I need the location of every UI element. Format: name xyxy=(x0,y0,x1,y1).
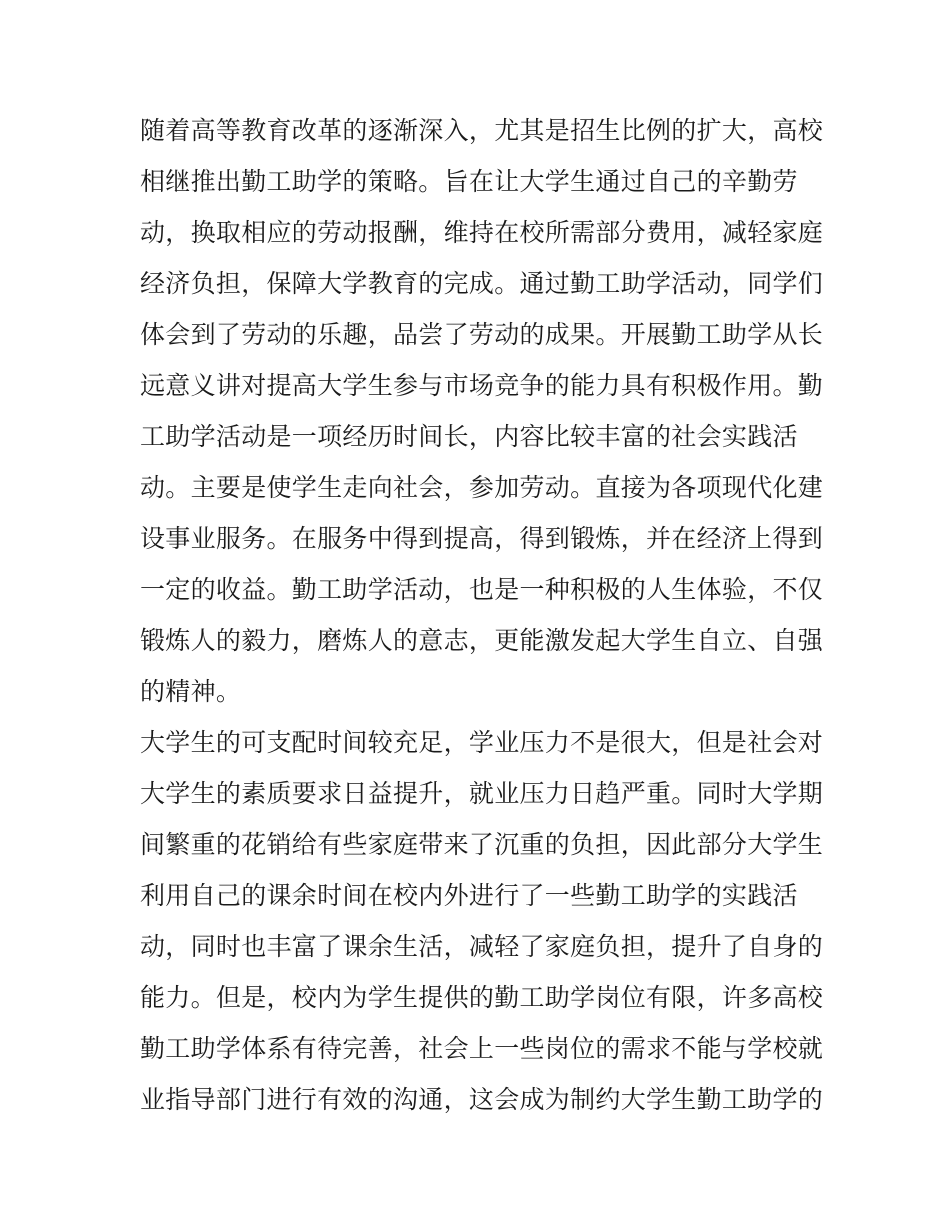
text-line: 体会到了劳动的乐趣，品尝了劳动的成果。开展勤工助学从长 xyxy=(140,320,824,349)
text-line: 间繁重的花销给有些家庭带来了沉重的负担，因此部分大学生 xyxy=(140,830,824,859)
text-line: 相继推出勤工助学的策略。旨在让大学生通过自己的辛勤劳 xyxy=(140,167,798,196)
paragraph-2 xyxy=(140,717,830,1125)
text-line: 利用自己的课余时间在校内外进行了一些勤工助学的实践活 xyxy=(140,881,798,910)
text-line: 动，同时也丰富了课余生活，减轻了家庭负担，提升了自身的 xyxy=(140,932,824,961)
text-line: 设事业服务。在服务中得到提高，得到锻炼，并在经济上得到 xyxy=(140,524,824,553)
text-line: 大学生的可支配时间较充足，学业压力不是很大，但是社会对 xyxy=(140,728,824,757)
text-line: 动，换取相应的劳动报酬，维持在校所需部分费用，减轻家庭 xyxy=(140,218,824,247)
text-line: 大学生的素质要求日益提升，就业压力日趋严重。同时大学期 xyxy=(140,779,824,808)
paragraph-1 xyxy=(140,105,830,717)
text-line: 锻炼人的毅力，磨炼人的意志，更能激发起大学生自立、自强 xyxy=(140,626,824,655)
text-line: 勤工助学体系有待完善，社会上一些岗位的需求不能与学校就 xyxy=(140,1034,824,1063)
text-line: 经济负担，保障大学教育的完成。通过勤工助学活动，同学们 xyxy=(140,269,824,298)
text-line: 一定的收益。勤工助学活动，也是一种积极的人生体验，不仅 xyxy=(140,575,824,604)
text-line: 工助学活动是一项经历时间长，内容比较丰富的社会实践活 xyxy=(140,422,798,451)
text-line: 随着高等教育改革的逐渐深入，尤其是招生比例的扩大，高校 xyxy=(140,116,824,145)
text-line: 能力。但是，校内为学生提供的勤工助学岗位有限，许多高校 xyxy=(140,983,824,1012)
text-line: 远意义讲对提高大学生参与市场竞争的能力具有积极作用。勤 xyxy=(140,371,824,400)
body-text xyxy=(140,105,830,1125)
text-line: 动。主要是使学生走向社会，参加劳动。直接为各项现代化建 xyxy=(140,473,824,502)
text-line: 业指导部门进行有效的沟通，这会成为制约大学生勤工助学的 xyxy=(140,1085,824,1114)
text-line: 的精神。 xyxy=(140,677,242,706)
